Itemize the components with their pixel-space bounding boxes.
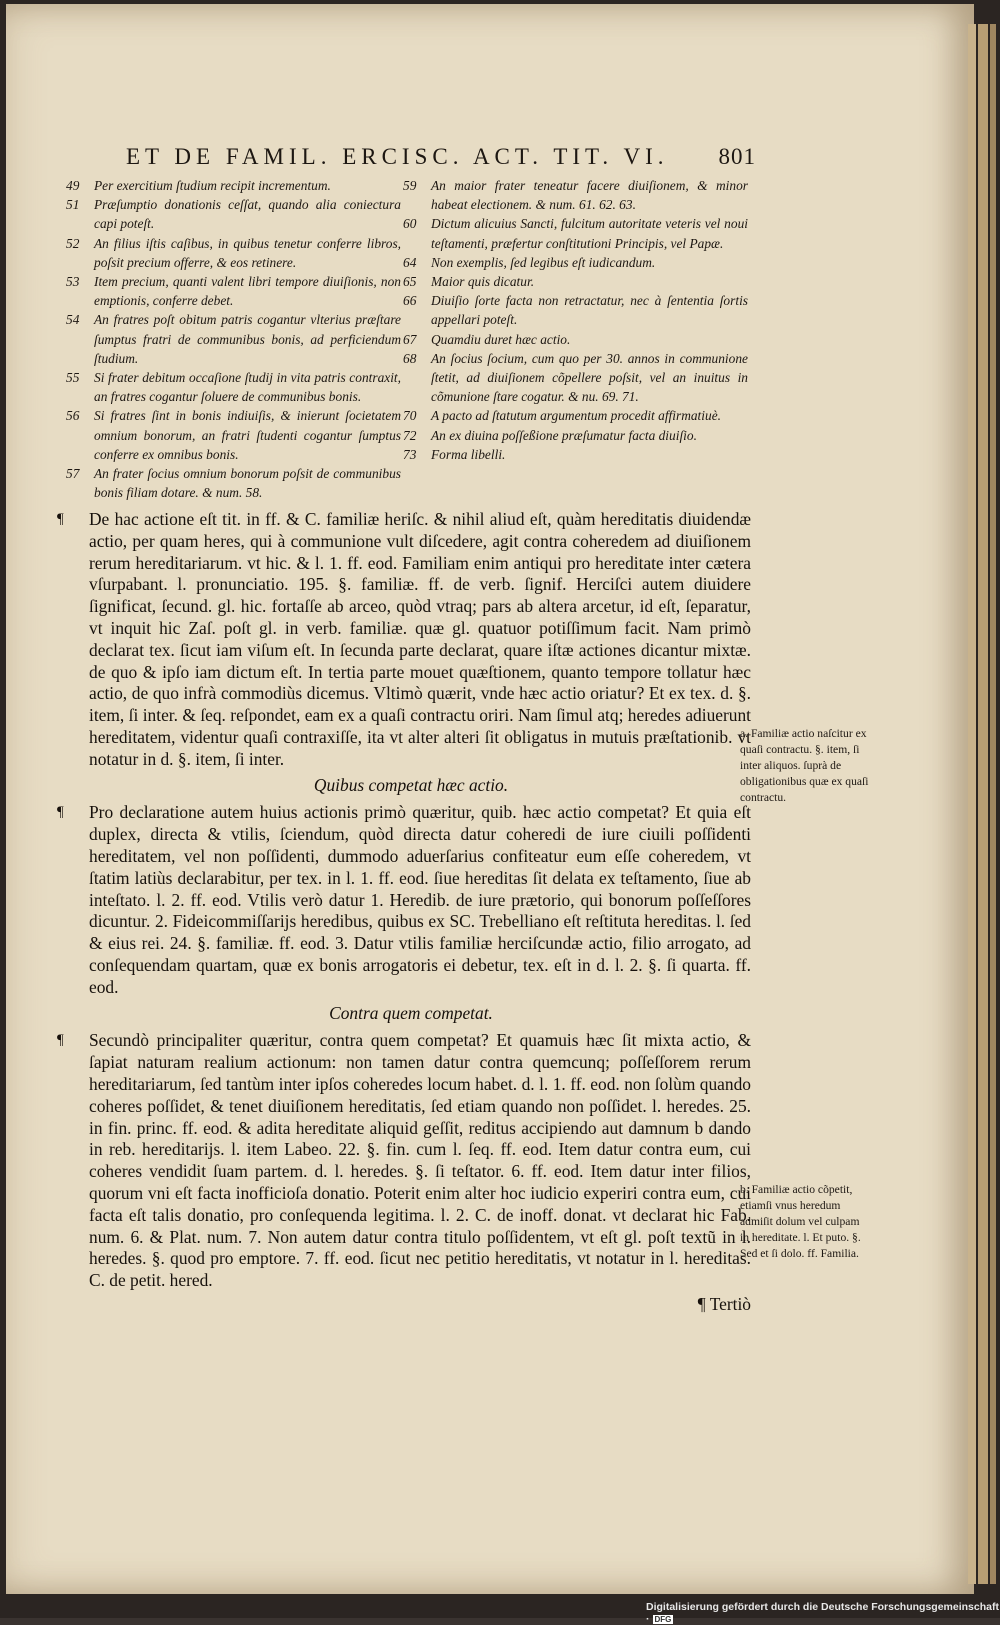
summary-text: Quamdiu duret hæc actio.: [431, 331, 571, 347]
pilcrow-icon: ¶: [57, 804, 64, 821]
summary-text: An frater ſocius omnium bonorum poſsit de communibus bonis filiam dotare. & num. 58.: [94, 466, 401, 501]
summary-number: 73: [403, 446, 417, 462]
dfg-logo: DFG: [654, 1615, 672, 1624]
summary-item: [66, 310, 401, 368]
digitization-footer: [646, 1601, 1000, 1625]
summary-item: [66, 272, 401, 310]
summary-item: [403, 291, 748, 329]
pilcrow-icon: ¶: [57, 511, 64, 527]
summary-text: Per exercitium ſtudium recipit incrementum.: [94, 178, 331, 193]
summary-item: [66, 195, 401, 233]
section-heading: Quibus competat hæc actio.: [313, 774, 509, 795]
summary-number: 54: [66, 312, 80, 328]
summary-text: An ſocius ſocium, cum quo per 30. annos in communione ſtetit, ad diuiſionem cõpellere poſsit, vel an inuitus in cõmunione ſtare cogatur. & nu. 69. 71.: [431, 350, 748, 405]
margin-note-b: b. Familiæ actio cõpetit, etiamſi vnus heredum admiſit dolum vel culpam in hereditate. l. Et puto. §. Sed et ſi dolo. ff. Familia.: [740, 1183, 861, 1260]
summary-number: 49: [66, 178, 80, 193]
paragraph-2: [57, 802, 751, 998]
summary-item: [403, 349, 748, 407]
summary-text: Item precium, quanti valent libri tempore diuiſionis, non emptionis, conferre debet.: [94, 274, 401, 309]
summary-text: An maior frater teneatur facere diuiſionem, & minor habeat electionem. & num. 61. 62. 63.: [431, 178, 748, 213]
summary-item: [66, 176, 401, 195]
book-page: [6, 4, 974, 1594]
pilcrow-icon: ¶: [57, 1032, 64, 1049]
header-title: ET DE FAMIL. ERCISC. ACT. TIT. VI.: [126, 144, 669, 169]
summary-item: [403, 445, 748, 464]
summary-item: [403, 426, 748, 445]
summary-text: A pacto ad ſtatutum argumentum procedit affirmatiuè.: [431, 408, 721, 424]
page-edge: [990, 24, 996, 1584]
catchword: [71, 1294, 751, 1316]
summary-number: 65: [403, 274, 417, 290]
summary-number: 51: [66, 197, 80, 213]
page-edge: [978, 24, 988, 1584]
summary-text: An ex diuina poſſeßione præſumatur facta diuiſio.: [431, 427, 697, 443]
summary-item: [403, 253, 748, 272]
summary-number: 56: [66, 408, 80, 424]
summary-column-left: [66, 176, 401, 502]
summary-number: 68: [403, 350, 417, 366]
running-header: [126, 144, 756, 170]
summary-text: Si fratres ſint in bonis indiuiſis, & inierunt ſocietatem omnium bonorum, an fratri ſtudenti cogantur ſumptus conferre ex omnibus bonis.: [94, 408, 401, 462]
summary-number: 70: [403, 408, 417, 424]
summary-text: An filius iſtis caſibus, in quibus tenetur conferre libros, poſsit precium offerre, & eos retinere.: [94, 235, 401, 270]
summary-number: 72: [403, 427, 417, 443]
summary-item: [66, 406, 401, 464]
summary-text: An fratres poſt obitum patris cogantur vlterius præſtare ſumptus fratri de communibus bonis, ad perficiendum ſtudium.: [94, 312, 401, 366]
paragraph-text: De hac actione eſt tit. in ff. & C. familiæ heriſc. & nihil aliud eſt, quàm hereditatis diuidendæ actio, per quam heres, qui à communione vult diſcedere, agit contra coheredem ad diuiſionem rerum hereditariarum. vt hic. & l. 1. ff. eod. Familiam enim antiqui pro hereditate inter cætera vſurpabant. l. pronunciatio. 195. §. familiæ. ff. de verb. ſignif. Herciſci autem diuidere ſignificat, ſecund. gl. hic. fortaſſe ab arceo, quòd vtraq; pars ab altera arcetur, id eſt, ſeparatur, vt inquit hic Zaſ. poſt gl. in verb. familiæ. quæ gl. quatuor potiſſimum facit. Nam primò declarat tex. ſicut iam viſum eſt. In ſecunda parte declarat, quare iſtæ actiones dicantur mixtæ. de quo & ipſo iam dictum eſt. In tertia parte mouet quæſtionem, quanto tempore tollatur hæc actio, de quo infrà commodiùs dicemus. Vltimò quærit, vnde hæc actio oriatur? Et ex tex. d. §. item, ſi inter. & ſeq. reſpondet, eam ex a quaſi contractu oriri. Nam ſimul atq; heredes adiuerunt hereditatem, videntur quaſi contraxiſſe, ita vt alter alteri ſit obligatus in mutuis præſtationib. vt notatur in d. §. item, ſi inter.: [89, 509, 751, 769]
summary-number: 57: [66, 466, 80, 482]
summary-text: Dictum alicuius Sancti, fulcitum autoritate veteris vel noui teſtamenti, præfertur conſtitutioni Principis, vel Papæ.: [431, 216, 748, 251]
summary-number: 67: [403, 331, 417, 347]
summary-number: 64: [403, 254, 417, 270]
summary-text: Forma libelli.: [431, 446, 506, 462]
summary-item: [403, 406, 748, 425]
summary-text: Si frater debitum occaſione ſtudij in vita patris contraxit, an fratres cogantur ſoluere de communibus bonis.: [94, 370, 401, 405]
paragraph-text: Pro declaratione autem huius actionis primò quæritur, quib. hæc actio competat? Et quia eſt duplex, directa & vtilis, ſciendum, quòd directa datur coheredi de iure ciuili poſſidenti hereditatem, vel non poſſidenti, dummodo aduerſarius confiteatur eum eſſe coheredem, vt ſtatim latiùs declarabitur, per tex. in l. 1. ff. eod. ſiue hereditas ſit delata ex teſtamento, ſiue ab inteſtato. l. 2. ff. eod. Vtilis verò datur 1. Heredib. de iure prætorio, qui bonorum poſſeſſores dicuntur. 2. Fideicommiſſarijs heredibus, quibus ex SC. Trebelliano eſt reſtituta hereditas. l. ſed & eius rei. 24. §. familiæ. ff. eod. 3. Datur vtilis familiæ herciſcundæ actio, filio arrogato, ad conſequendam quartam, quæ ex bonis arrogatoris ei debetur, tex. eſt in d. l. 2. §. ſi quarta. ff. eod.: [89, 802, 751, 997]
summary-item: [66, 464, 401, 502]
summary-item: [66, 234, 401, 272]
summary-item: [403, 214, 748, 252]
footer-text: Digitalisierung gefördert durch die Deutsche Forschungsgemeinschaft ·: [646, 1601, 999, 1625]
summary-item: [403, 272, 748, 291]
summary-number: 59: [403, 178, 417, 193]
summary-item: [66, 368, 401, 406]
page-number: 801: [718, 144, 756, 169]
summary-column-right: [403, 176, 748, 464]
page-edge: [968, 24, 976, 1584]
summary-item: [403, 330, 748, 349]
main-text: [57, 509, 751, 1316]
summary-text: Diuiſio ſorte facta non retractatur, nec à ſententia ſortis appellari poteſt.: [431, 293, 748, 328]
summary-text: Maior quis dicatur.: [431, 274, 535, 290]
paragraph-1: [57, 509, 751, 771]
summary-text: Non exemplis, ſed legibus eſt iudicandum.: [431, 254, 656, 270]
summary-number: 66: [403, 293, 417, 309]
summary-text: Præſumptio donationis ceſſat, quando alia coniectura capi poteſt.: [94, 197, 401, 232]
paragraph-3: [57, 1030, 751, 1292]
summary-number: 55: [66, 370, 80, 386]
summary-item: [403, 176, 748, 214]
paragraph-text: Secundò principaliter quæritur, contra quem competat? Et quamuis hæc ſit mixta actio, & ſapiat naturam realium actionum: non tamen datur contra quemcunq; poſſeſſorem rerum hereditariarum, ſed tantùm inter ipſos coheredes locum habet. d. l. 1. ff. eod. non ſolùm quando coheres poſſidet, & tenet diuiſionem hereditatis, ſed etiam quando non poſſidet. l. heredes. 25. in fin. princ. ff. eod. & adita hereditate aliquid geſſit, reditus accipiendo aut damnum b dando in reb. hereditarijs. l. item Labeo. 22. §. fin. cum l. ſeq. ff. eod. Item datur contra eum, cui coheres vendidit ſuam partem. d. l. heredes. §. ſi teſtator. 6. ff. eod. Item datur inter filios, quorum vni eſt facta inofficioſa donatio. Poterit enim alter hoc iudicio experiri contra eum, cui facta eſt talis donatio, pro conſequenda legitima. l. 2. C. de inoff. donat. vt declarat hic Fab. num. 6. & Plat. num. 7. Non autem datur contra titulo poſſidentem, vt eſt gl. poſt textũ in l. heredes. §. quod pro emptore. 7. ff. eod. ſicut nec petitio hereditatis, vt notatur in l. hereditas. C. de petit. hered.: [89, 1030, 751, 1291]
catchword-text: Tertiò: [709, 1293, 751, 1314]
summary-number: 52: [66, 235, 80, 251]
pilcrow-icon: ¶: [697, 1293, 710, 1314]
margin-note-a: a. Familiæ actio naſcitur ex quaſi contractu. §. item, ſi inter aliquos. ſuprà de obligationibus quæ ex quaſi contractu.: [740, 727, 869, 804]
summary-number: 60: [403, 216, 417, 232]
summary-number: 53: [66, 274, 80, 290]
section-heading: Contra quem competat.: [329, 1002, 493, 1023]
